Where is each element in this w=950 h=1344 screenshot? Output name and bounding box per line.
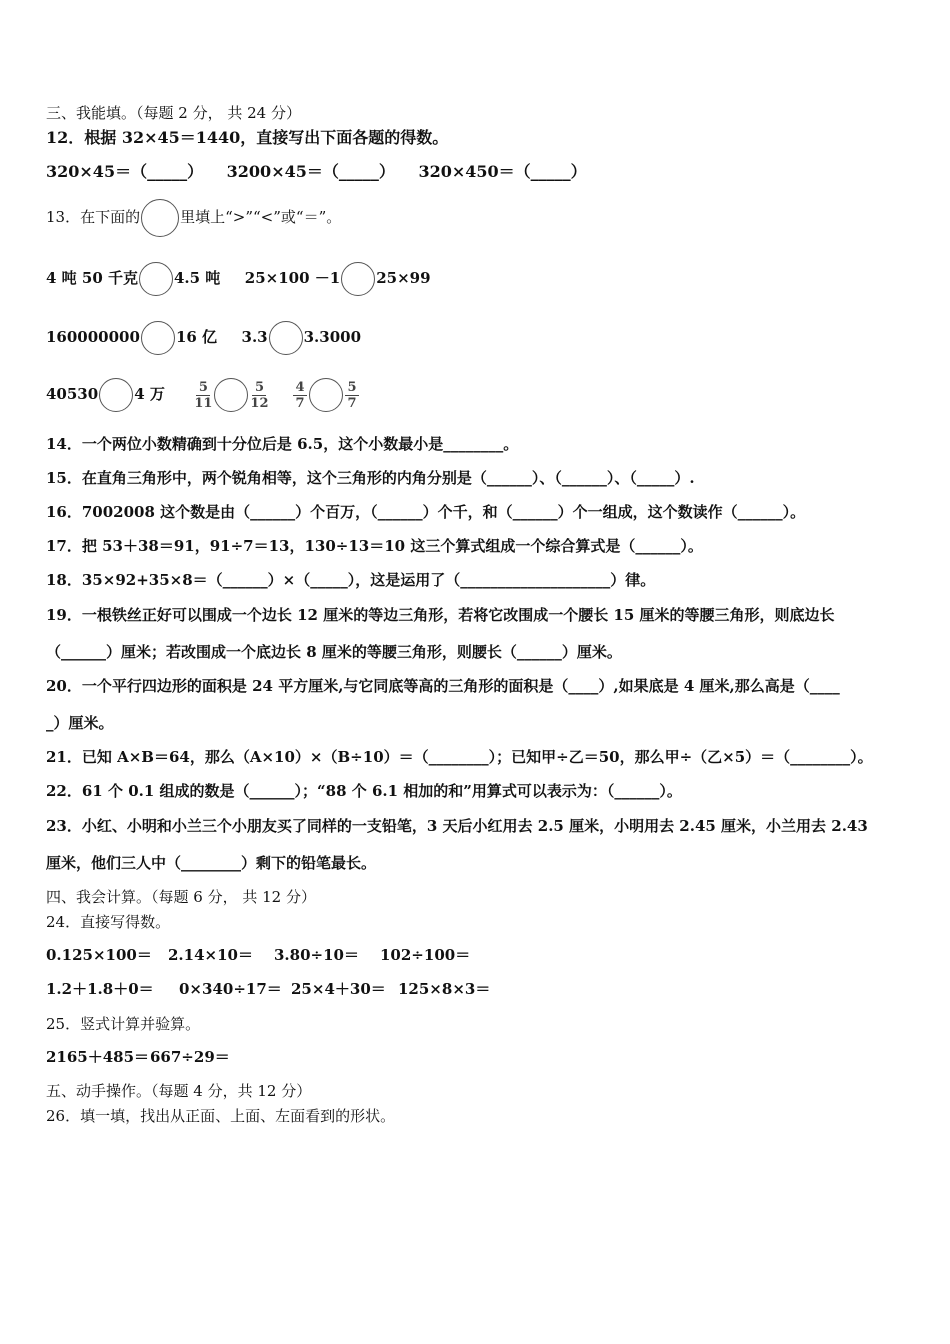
section3-heading: 三、我能填。（每题 2 分， 共 24 分） xyxy=(46,104,301,122)
q13-r1-a-left: 4 吨 50 千克 xyxy=(46,269,138,287)
q24-r2-item: 0×340÷17＝ xyxy=(179,980,282,998)
q24-r1-item: 2.14×10＝ xyxy=(168,946,253,964)
section4-heading: 四、我会计算。（每题 6 分， 共 12 分） xyxy=(46,888,316,906)
section5-heading: 五、动手操作。（每题 4 分，共 12 分） xyxy=(46,1082,312,1100)
q13-r1-b-left: 25×100 －1 xyxy=(244,269,341,287)
q13-example-circle xyxy=(141,199,179,237)
frac-denominator: 7 xyxy=(347,395,357,411)
q26: 26．填一填，找出从正面、上面、左面看到的形状。 xyxy=(46,1107,396,1125)
q22: 22．61 个 0.1 组成的数是（______）；“88 个 6.1 相加的和”用算式可以表示为：（______）。 xyxy=(46,782,682,800)
q14: 14．一个两位小数精确到十分位后是 6.5，这个小数最小是________。 xyxy=(46,435,519,453)
q13-r1-b-circle[interactable] xyxy=(341,262,375,296)
q24-r2-item: 1.2＋1.8＋0＝ xyxy=(46,980,154,998)
q16: 16．7002008 这个数是由（______）个百万，（______）个千，和（______）个一组成，这个数读作（______）。 xyxy=(46,503,806,521)
frac-numerator: 4 xyxy=(295,379,305,395)
q19-line1: 19．一根铁丝正好可以围成一个边长 12 厘米的等边三角形，若将它改围成一个腰长 15 厘米的等腰三角形，则底边长 xyxy=(46,606,835,624)
q12-items xyxy=(46,162,587,182)
q24-r1-item: 0.125×100＝ xyxy=(46,946,152,964)
frac-numerator: 5 xyxy=(347,379,357,395)
q13-r3-b-circle[interactable] xyxy=(214,378,248,412)
q13-frac-5-11 xyxy=(194,380,212,411)
q13-r2-a-left: 160000000 xyxy=(46,328,140,346)
q12-item-2: 3200×45＝（_____） xyxy=(226,162,395,181)
q13-row2 xyxy=(46,319,361,355)
q25-item: 2165＋485＝ xyxy=(46,1048,150,1066)
q13-r2-a-circle[interactable] xyxy=(141,321,175,355)
q13-post: 里填上“>”“<”或“＝”。 xyxy=(180,208,342,226)
q24-r2-item: 125×8×3＝ xyxy=(398,980,491,998)
q25: 25．竖式计算并验算。 xyxy=(46,1015,201,1033)
q13-r1-b-right: 25×99 xyxy=(376,269,431,287)
frac-denominator: 11 xyxy=(194,395,213,411)
q13-r1-a-right: 4.5 吨 xyxy=(173,269,221,287)
q25-item: 667÷29＝ xyxy=(150,1048,230,1066)
q13-frac-4-7 xyxy=(293,380,307,411)
q13-r3-a-right: 4 万 xyxy=(134,385,165,403)
q13-r3-a-left: 40530 xyxy=(46,385,99,403)
q13-row1 xyxy=(46,260,431,296)
q18: 18．35×92+35×8＝（______）×（_____），这是运用了（____________________）律。 xyxy=(46,571,656,589)
q12-text: 12．根据 32×45＝1440，直接写出下面各题的得数。 xyxy=(46,128,449,147)
q13-row3 xyxy=(46,374,360,414)
q24-row2 xyxy=(46,979,490,999)
frac-numerator: 5 xyxy=(254,379,264,395)
q24-r1-item: 102÷100＝ xyxy=(380,946,471,964)
q13-r2-a-right: 16 亿 xyxy=(175,328,218,346)
q25-row xyxy=(46,1047,230,1067)
q23-line2: 厘米，他们三人中（________）剩下的铅笔最长。 xyxy=(46,854,377,872)
q24-r1-item: 3.80÷10＝ xyxy=(274,946,359,964)
q13-r2-b-circle[interactable] xyxy=(269,321,303,355)
q21: 21．已知 A×B＝64，那么（A×10）×（B÷10）＝（________）；已知甲÷乙＝50，那么甲÷（乙×5）＝（________）。 xyxy=(46,748,873,766)
q13-r3-a-circle[interactable] xyxy=(99,378,133,412)
frac-denominator: 12 xyxy=(250,395,269,411)
q24-r2-item: 25×4＋30＝ xyxy=(291,980,386,998)
q13-instruction xyxy=(46,199,341,237)
q13-frac-5-7 xyxy=(345,380,359,411)
frac-numerator: 5 xyxy=(198,379,208,395)
q23-line1: 23．小红、小明和小兰三个小朋友买了同样的一支铅笔，3 天后小红用去 2.5 厘米，小明用去 2.45 厘米，小兰用去 2.43 xyxy=(46,817,868,835)
q13-r2-b-right: 3.3000 xyxy=(303,328,362,346)
frac-denominator: 7 xyxy=(295,395,305,411)
q12-item-1: 320×45＝（_____） xyxy=(46,162,204,181)
q19-line2: （______）厘米；若改围成一个底边长 8 厘米的等腰三角形，则腰长（______）厘米。 xyxy=(46,643,622,661)
q13-r3-c-circle[interactable] xyxy=(309,378,343,412)
q13-r2-b-left: 3.3 xyxy=(241,328,268,346)
q15: 15．在直角三角形中，两个锐角相等，这个三角形的内角分别是（______）、（______）、（_____）. xyxy=(46,469,695,487)
q20-line1: 20．一个平行四边形的面积是 24 平方厘米,与它同底等高的三角形的面积是（____）,如果底是 4 厘米,那么高是（____ xyxy=(46,677,840,695)
q24-row1 xyxy=(46,945,470,965)
q12-item-3: 320×450＝（_____） xyxy=(418,162,587,181)
q17: 17．把 53＋38＝91，91÷7＝13，130÷13＝10 这三个算式组成一个综合算式是（______）。 xyxy=(46,537,703,555)
q20-line2: _）厘米。 xyxy=(46,714,114,732)
q13-pre: 13．在下面的 xyxy=(46,208,141,226)
q13-r1-a-circle[interactable] xyxy=(139,262,173,296)
q13-frac-5-12 xyxy=(250,380,268,411)
q24: 24．直接写得数。 xyxy=(46,913,171,931)
